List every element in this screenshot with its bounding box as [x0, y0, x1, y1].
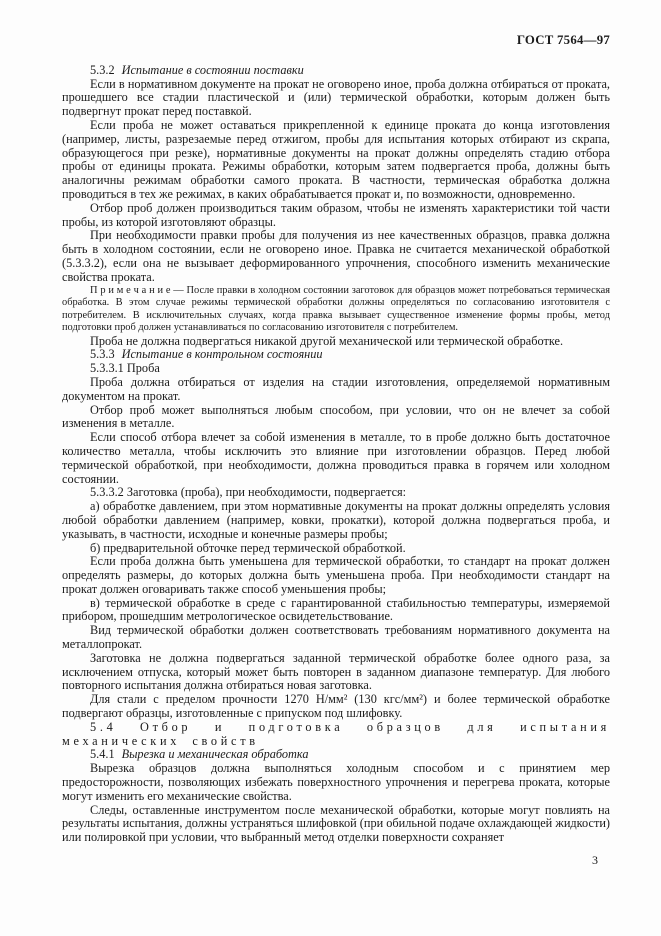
paragraph: Следы, оставленные инструментом после механической обработки, которые могут повлиять на результаты испытания, должны устраняться шлифовкой (при обильной подаче охлаждающей жидкости) или полировкой при условии, что выбранный метод отделки поверхности сохраняет — [62, 802, 610, 845]
section-title: Испытание в состоянии поставки — [121, 62, 304, 77]
section-heading-5-4: 5.4 Отбор и подготовка образцов для испытания механических свойств — [62, 719, 610, 748]
paragraph: При необходимости правки пробы для получения из нее качественных образцов, правка должна быть в холодном состоянии, если не оговорено иное. Правка не считается механической обработкой (5.3.3.2), если она не вызывает деформированного упрочнения, способного изменить механические свойства проката. — [62, 228, 610, 284]
subsection-heading-5-3-3-1: 5.3.3.1 Проба — [90, 361, 160, 376]
paragraph: Проба не должна подвергаться никакой другой механической или термической обработке. — [90, 333, 564, 348]
section-title: Испытание в контрольном состоянии — [121, 347, 323, 362]
paragraph: Вырезка образцов должна выполняться холодным способом и с принятием мер предосторожности, позволяющих избежать поверхностного упрочнения и перегрева проката, которые могут изменить его механические свойства. — [62, 761, 610, 803]
section-title: Вырезка и механическая обработка — [121, 747, 309, 762]
list-item-b: б) предварительной обточке перед термической обработкой. — [90, 540, 406, 555]
section-heading-5-3-3 — [62, 348, 610, 362]
list-item-a: а) обработке давлением, при этом нормативные документы на прокат должны определять условия любой обработки давлением (например, ковки, прокатки), которой должна подвергаться проба, и указывать, в частности, исходные и конечные размеры пробы; — [62, 499, 610, 541]
note-paragraph: П р и м е ч а н и е — После правки в холодном состоянии заготовок для образцов может потребоваться термическая обработка. В этом случае режимы термической обработки должны определяться по согласованию изготовителя с потребителем. В исключительных случаях, когда правка вызывает существенное изменение формы пробы, метод подготовки проб должен устанавливаться по согласованию изготовителя с потребителем. — [62, 284, 610, 334]
paragraph: Для стали с пределом прочности 1270 Н/мм² (130 кгс/мм²) и более термической обработке подвергают образцы, изготовленные с припуском под шлифовку. — [62, 692, 610, 721]
section-number: 5.4.1 — [90, 747, 115, 762]
section-heading-5-4-1 — [62, 748, 610, 762]
paragraph: Если способ отбора влечет за собой изменения в металле, то в пробе должно быть достаточное количество металла, чтобы исключить это влияние при изготовлении образцов. Перед любой термической обработкой, при необходимости, должна проводиться правка в горячем или холодном состоянии. — [62, 430, 610, 486]
paragraph: Если проба должна быть уменьшена для термической обработки, то стандарт на прокат должен определять размеры, до которых должна быть уменьшена проба. При необходимости стандарт на прокат должен оговаривать также способ уменьшения пробы; — [62, 554, 610, 596]
paragraph: Отбор проб может выполняться любым способом, при условии, что он не влечет за собой изменения в металле. — [62, 402, 610, 431]
paragraph: Вид термической обработки должен соответствовать требованиям нормативного документа на металлопрокат. — [62, 623, 610, 652]
paragraph: Проба должна отбираться от изделия на стадии изготовления, определяемой нормативным документом на прокат. — [62, 374, 610, 403]
list-item-v: в) термической обработке в среде с гарантированной стабильностью температуры, измеряемой прибором, прошедшим метрологическое освидетельствование. — [62, 595, 610, 624]
subsection-heading-5-3-3-2: 5.3.3.2 Заготовка (проба), при необходимости, подвергается: — [90, 485, 407, 500]
paragraph: Заготовка не должна подвергаться заданной термической обработке более одного раза, за исключением отпуска, который может быть повторен в заданном диапазоне температур. Для любого повторного испытания должна отбираться новая заготовка. — [62, 650, 610, 693]
paragraph: Отбор проб должен производиться таким образом, чтобы не изменять характеристики той части пробы, из которой изготовляют образцы. — [62, 200, 610, 229]
section-heading-5-3-2 — [62, 64, 610, 78]
section-number: 5.3.2 — [90, 62, 115, 77]
paragraph: Если проба не может оставаться прикрепленной к единице проката до конца изготовления (например, листы, разрезаемые перед отжигом, пробы для испытания которых отбирают из скрапа, образующегося при резке), нормативные документы на прокат должны определять стадию отбора пробы от единицы проката. Режимы обработки, которым затем подвергается проба, должны быть аналогичны режимам обработки самого проката. В частности, термическая обработка должна проводиться в тех же режимах, в каких обрабатывается прокат и, по возможности, одновременно. — [62, 117, 610, 201]
page-number: 3 — [592, 853, 598, 868]
section-number: 5.3.3 — [90, 347, 115, 362]
paragraph: Если в нормативном документе на прокат не оговорено иное, проба должна отбираться от проката, прошедшего все стадии пластической и (или) термической обработки, которым должен быть подвергнут прокат перед поставкой. — [62, 76, 610, 119]
document-header-gost-number: ГОСТ 7564—97 — [516, 33, 610, 47]
document-body — [62, 64, 610, 845]
